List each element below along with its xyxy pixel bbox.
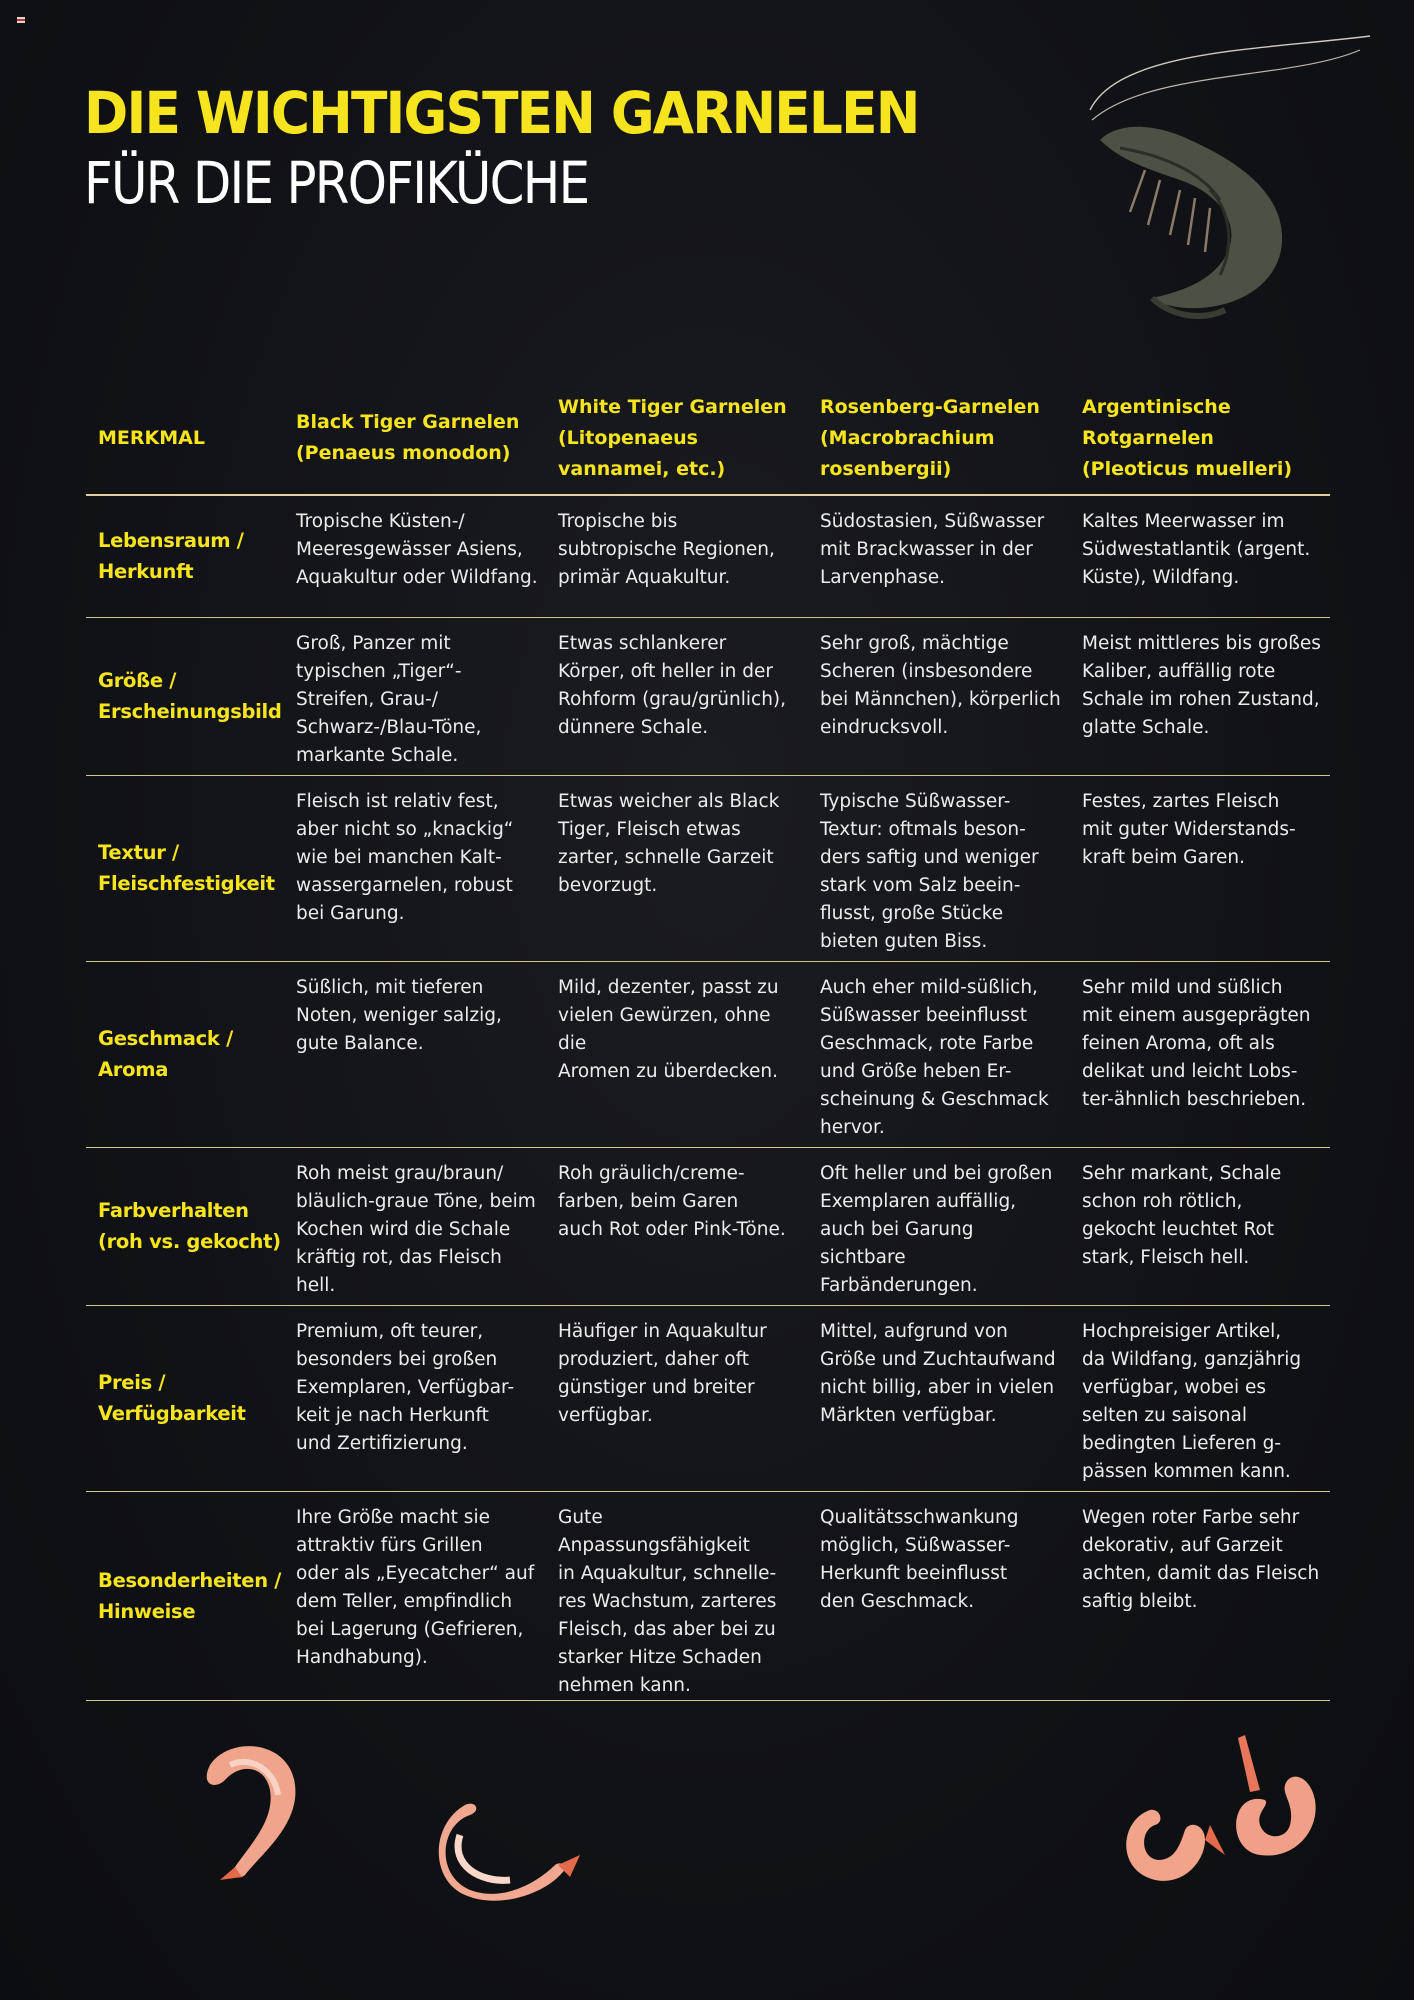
table-cell: Ihre Größe macht sie attraktiv fürs Grillen oder als „Eyecatcher“ auf dem Teller, empfindlich bei Lagerung (Gefrieren, Handhabung). bbox=[284, 1491, 546, 1700]
table-cell: Tropische Küsten-/ Meeresgewässer Asiens, Aquakultur oder Wildfang. bbox=[284, 495, 546, 617]
table-cell: Oft heller und bei großen Exemplaren auffällig, auch bei Garung sichtbare Farbänderungen. bbox=[808, 1147, 1070, 1305]
row-label: Besonderheiten / Hinweise bbox=[86, 1491, 284, 1700]
table-cell: Sehr markant, Schale schon roh rötlich, gekocht leuchtet Rot stark, Fleisch hell. bbox=[1070, 1147, 1330, 1305]
row-label: Farbverhalten (roh vs. gekocht) bbox=[86, 1147, 284, 1305]
table-cell: Roh gräulich/creme- farben, beim Garen auch Rot oder Pink-Töne. bbox=[546, 1147, 808, 1305]
table-cell: Premium, oft teurer, besonders bei großen Exemplaren, Verfügbar- keit je nach Herkunft und Zertifizierung. bbox=[284, 1305, 546, 1491]
table-cell: Gute Anpassungsfähigkeit in Aquakultur, schnelle- res Wachstum, zarteres Fleisch, das aber bei zu starker Hitze Schaden nehmen kann. bbox=[546, 1491, 808, 1700]
table-cell: Typische Süßwasser- Textur: oftmals beson- ders saftig und weniger stark vom Salz beein- flusst, große Stücke bieten guten Biss. bbox=[808, 775, 1070, 961]
table-cell: Qualitätsschwankung möglich, Süßwasser- Herkunft beeinflusst den Geschmack. bbox=[808, 1491, 1070, 1700]
page-title: DIE WICHTIGSTEN GARNELEN bbox=[84, 79, 919, 147]
column-header-argentinische: Argentinische Rotgarnelen (Pleoticus muelleri) bbox=[1070, 378, 1330, 495]
comparison-table bbox=[86, 378, 1330, 1701]
table-cell: Sehr groß, mächtige Scheren (insbesondere bei Männchen), körperlich eindrucksvoll. bbox=[808, 617, 1070, 775]
table-cell: Süßlich, mit tieferen Noten, weniger salzig, gute Balance. bbox=[284, 961, 546, 1147]
table-cell: Etwas weicher als Black Tiger, Fleisch etwas zarter, schnelle Garzeit bevorzugt. bbox=[546, 775, 808, 961]
table-cell: Tropische bis subtropische Regionen, primär Aquakultur. bbox=[546, 495, 808, 617]
table-cell: Kaltes Meerwasser im Südwestatlantik (argent. Küste), Wildfang. bbox=[1070, 495, 1330, 617]
table-cell: Hochpreisiger Artikel, da Wildfang, ganzjährig verfügbar, wobei es selten zu saisonal bedingten Lieferen g- pässen kommen kann. bbox=[1070, 1305, 1330, 1491]
table-row bbox=[86, 775, 1330, 961]
table-cell: Wegen roter Farbe sehr dekorativ, auf Garzeit achten, damit das Fleisch saftig bleibt. bbox=[1070, 1491, 1330, 1700]
row-label: Lebensraum / Herkunft bbox=[86, 495, 284, 617]
table-cell: Mittel, aufgrund von Größe und Zuchtaufwand nicht billig, aber in vielen Märkten verfügbar. bbox=[808, 1305, 1070, 1491]
table-cell: Fleisch ist relativ fest, aber nicht so „knackig“ wie bei manchen Kalt- wassergarnelen, robust bei Garung. bbox=[284, 775, 546, 961]
table-cell: Etwas schlankerer Körper, oft heller in der Rohform (grau/grünlich), dünnere Schale. bbox=[546, 617, 808, 775]
column-header-black-tiger: Black Tiger Garnelen (Penaeus monodon) bbox=[284, 378, 546, 495]
table-cell: Sehr mild und süßlich mit einem ausgeprägten feinen Aroma, oft als delikat und leicht Lobs- ter-ähnlich beschrieben. bbox=[1070, 961, 1330, 1147]
table-row bbox=[86, 961, 1330, 1147]
table-cell: Auch eher mild-süßlich, Süßwasser beeinflusst Geschmack, rote Farbe und Größe heben Er- scheinung & Geschmack hervor. bbox=[808, 961, 1070, 1147]
table-row bbox=[86, 495, 1330, 617]
table-cell: Groß, Panzer mit typischen „Tiger“- Streifen, Grau-/ Schwarz-/Blau-Töne, markante Schale. bbox=[284, 617, 546, 775]
table-cell: Mild, dezenter, passt zu vielen Gewürzen, ohne die Aromen zu überdecken. bbox=[546, 961, 808, 1147]
table-row bbox=[86, 1491, 1330, 1700]
cooked-shrimp-image-2 bbox=[430, 1795, 580, 1905]
table-cell: Roh meist grau/braun/ bläulich-graue Töne, beim Kochen wird die Schale kräftig rot, das Fleisch hell. bbox=[284, 1147, 546, 1305]
table-row bbox=[86, 1305, 1330, 1491]
row-label: Geschmack / Aroma bbox=[86, 961, 284, 1147]
column-header-merkmal: MERKMAL bbox=[86, 378, 284, 495]
column-header-white-tiger: White Tiger Garnelen (Litopenaeus vannamei, etc.) bbox=[546, 378, 808, 495]
table-cell: Festes, zartes Fleisch mit guter Widerstands- kraft beim Garen. bbox=[1070, 775, 1330, 961]
page-subtitle: FÜR DIE PROFIKÜCHE bbox=[84, 149, 589, 217]
flag-icon bbox=[17, 17, 25, 23]
column-header-rosenberg: Rosenberg-Garnelen (Macrobrachium rosenbergii) bbox=[808, 378, 1070, 495]
table-row bbox=[86, 617, 1330, 775]
raw-shrimp-image bbox=[1060, 30, 1390, 330]
row-label: Preis / Verfügbarkeit bbox=[86, 1305, 284, 1491]
row-label: Größe / Erscheinungsbild bbox=[86, 617, 284, 775]
cooked-shrimp-image-3 bbox=[1110, 1730, 1340, 1890]
table-header-row bbox=[86, 378, 1330, 495]
table-cell: Südostasien, Süßwasser mit Brackwasser in der Larvenphase. bbox=[808, 495, 1070, 617]
cooked-shrimp-image-1 bbox=[190, 1735, 310, 1885]
row-label: Textur / Fleischfestigkeit bbox=[86, 775, 284, 961]
table-cell: Häufiger in Aquakultur produziert, daher oft günstiger und breiter verfügbar. bbox=[546, 1305, 808, 1491]
table-row bbox=[86, 1147, 1330, 1305]
table-cell: Meist mittleres bis großes Kaliber, auffällig rote Schale im rohen Zustand, glatte Schale. bbox=[1070, 617, 1330, 775]
